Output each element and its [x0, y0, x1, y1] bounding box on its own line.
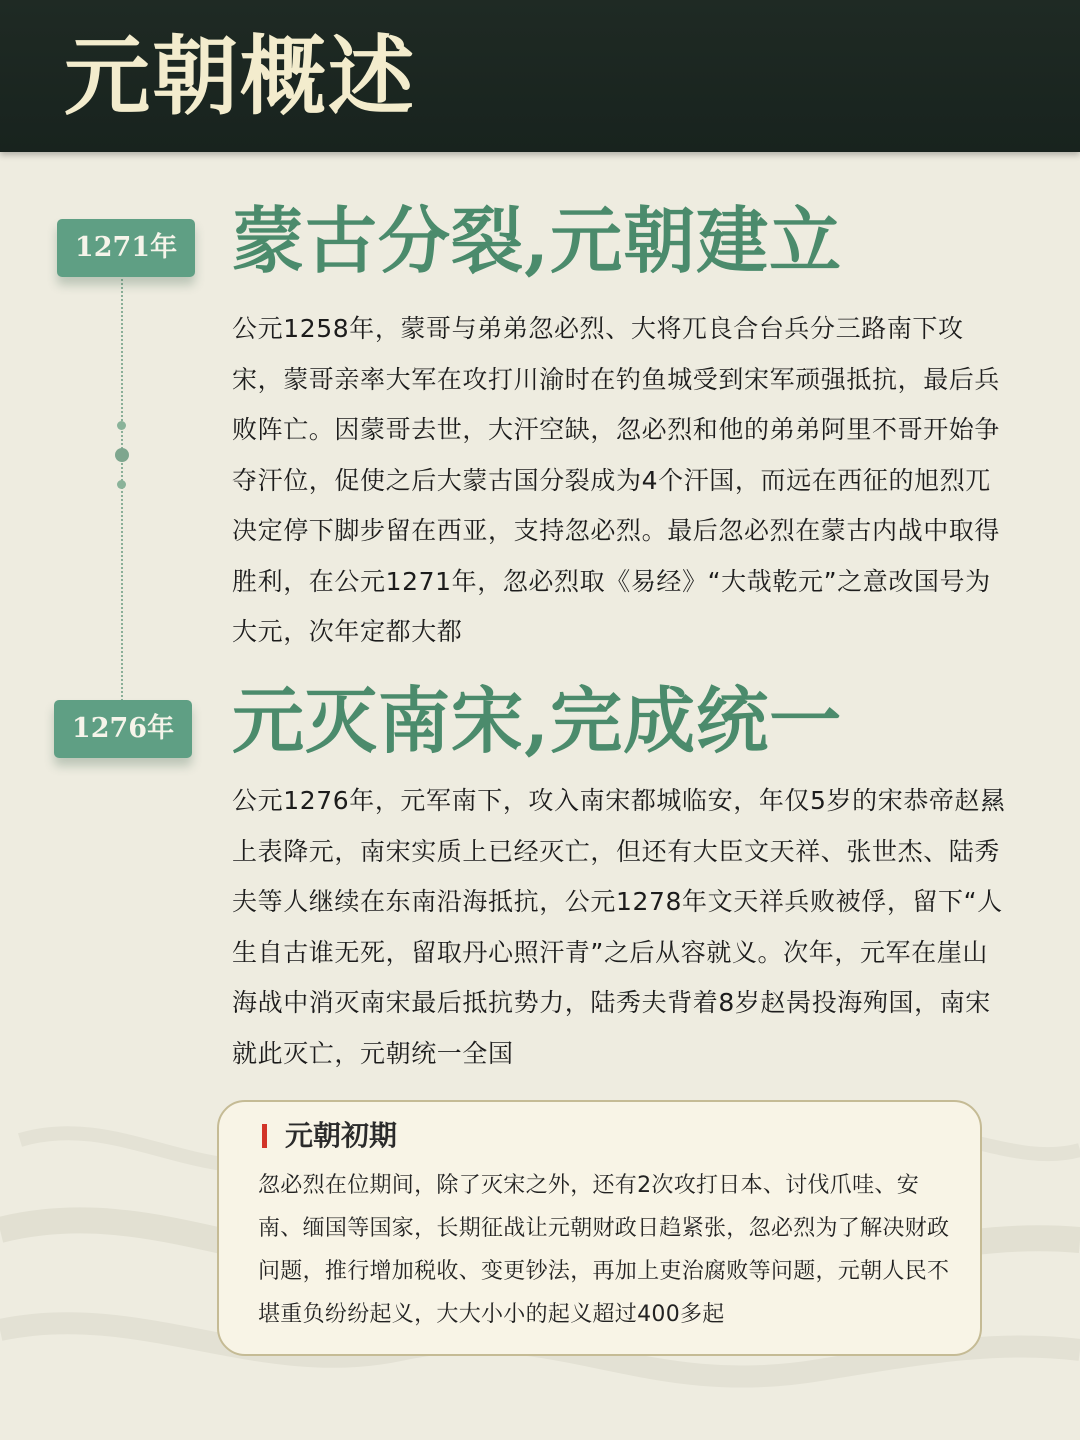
section-body-unification: 公元1276年，元军南下，攻入南宋都城临安，年仅5岁的宋恭帝赵㬎上表降元，南宋实质上已经灭亡，但还有大臣文天祥、张世杰、陆秀夫等人继续在东南沿海抵抗，公元1278年文天祥兵败被俘，留下“人生自古谁无死，留取丹心照汗青”之后从容就义。次年，元军在崖山海战中消灭南宋最后抵抗势力，陆秀夫背着8岁赵昺投海殉国，南宋就此灭亡，元朝统一全国 — [232, 786, 1006, 1068]
note-title: 元朝初期 — [285, 1119, 398, 1152]
early-yuan-note-box — [217, 1100, 982, 1356]
timeline-dot — [115, 448, 129, 462]
note-accent-bar — [262, 1124, 267, 1148]
section-body-founding: 公元1258年，蒙哥与弟弟忽必烈、大将兀良合台兵分三路南下攻宋，蒙哥亲率大军在攻打川渝时在钓鱼城受到宋军顽强抵抗，最后兵败阵亡。因蒙哥去世，大汗空缺，忽必烈和他的弟弟阿里不哥开始争夺汗位，促使之后大蒙古国分裂成为4个汗国，而远在西征的旭烈兀决定停下脚步留在西亚，支持忽必烈。最后忽必烈在蒙古内战中取得胜利，在公元1271年，忽必烈取《易经》“大哉乾元”之意改国号为大元，次年定都大都 — [232, 314, 1001, 646]
timeline-dot — [117, 480, 126, 489]
page-title: 元朝概述 — [64, 26, 416, 127]
header-banner — [0, 0, 1080, 152]
section-title-founding: 蒙古分裂,元朝建立 — [232, 198, 843, 283]
year-badge-1271: 1271年 — [57, 219, 195, 277]
year-badge-1276: 1276年 — [54, 700, 192, 758]
section-title-unification: 元灭南宋,完成统一 — [232, 678, 843, 763]
timeline-dot — [117, 421, 126, 430]
note-body: 忽必烈在位期间，除了灭宋之外，还有2次攻打日本、讨伐爪哇、安南、缅国等国家，长期征战让元朝财政日趋紧张，忽必烈为了解决财政问题，推行增加税收、变更钞法，再加上吏治腐败等问题，元朝人民不堪重负纷纷起义，大大小小的起义超过400多起 — [258, 1173, 950, 1327]
